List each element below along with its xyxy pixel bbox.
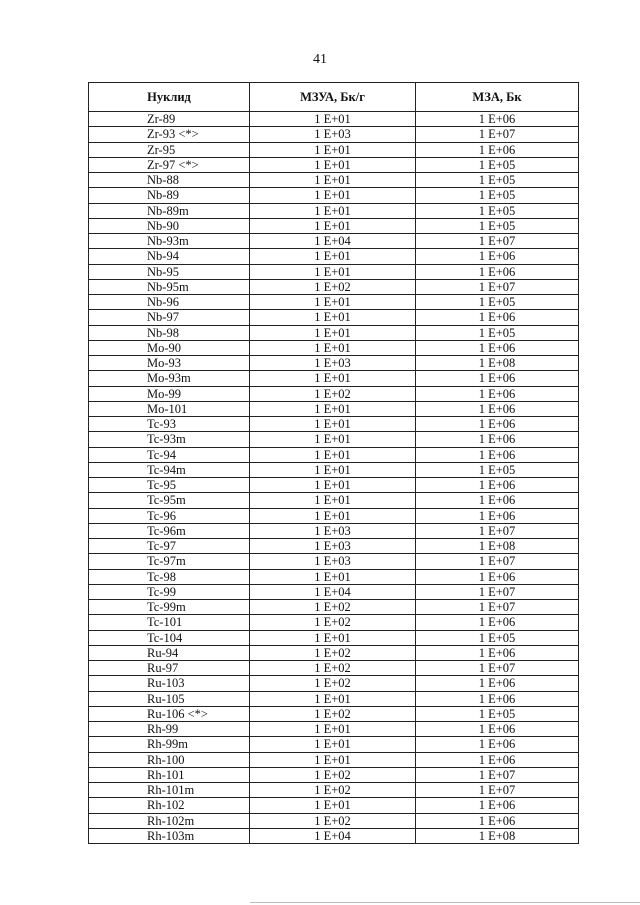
cell-nuclide: Ru-106 <*>	[89, 706, 250, 721]
cell-mza: 1 E+06	[416, 493, 579, 508]
cell-nuclide: Tc-104	[89, 630, 250, 645]
cell-mzua: 1 E+01	[250, 249, 416, 264]
cell-mzua: 1 E+01	[250, 508, 416, 523]
cell-mza: 1 E+06	[416, 249, 579, 264]
cell-mzua: 1 E+01	[250, 401, 416, 416]
table-row	[89, 645, 579, 660]
table-row	[89, 615, 579, 630]
cell-mzua: 1 E+01	[250, 447, 416, 462]
cell-mza: 1 E+06	[416, 447, 579, 462]
table-row	[89, 584, 579, 599]
cell-mza: 1 E+06	[416, 432, 579, 447]
cell-mzua: 1 E+01	[250, 737, 416, 752]
table-row	[89, 828, 579, 843]
cell-mzua: 1 E+01	[250, 142, 416, 157]
cell-mza: 1 E+06	[416, 142, 579, 157]
cell-nuclide: Rh-99m	[89, 737, 250, 752]
cell-nuclide: Rh-101m	[89, 783, 250, 798]
cell-mzua: 1 E+03	[250, 356, 416, 371]
table-row	[89, 142, 579, 157]
cell-nuclide: Tc-97	[89, 539, 250, 554]
cell-nuclide: Rh-100	[89, 752, 250, 767]
cell-mza: 1 E+06	[416, 508, 579, 523]
cell-nuclide: Tc-99	[89, 584, 250, 599]
cell-mzua: 1 E+03	[250, 554, 416, 569]
cell-nuclide: Rh-102m	[89, 813, 250, 828]
table-row	[89, 295, 579, 310]
cell-mza: 1 E+07	[416, 600, 579, 615]
table-row	[89, 523, 579, 538]
cell-mzua: 1 E+04	[250, 828, 416, 843]
cell-mza: 1 E+06	[416, 401, 579, 416]
cell-nuclide: Nb-94	[89, 249, 250, 264]
table-row	[89, 203, 579, 218]
cell-mza: 1 E+06	[416, 722, 579, 737]
table-row	[89, 386, 579, 401]
cell-nuclide: Nb-96	[89, 295, 250, 310]
cell-mzua: 1 E+02	[250, 767, 416, 782]
cell-mza: 1 E+06	[416, 112, 579, 127]
cell-mzua: 1 E+02	[250, 645, 416, 660]
table-row	[89, 722, 579, 737]
cell-mza: 1 E+07	[416, 523, 579, 538]
cell-nuclide: Rh-103m	[89, 828, 250, 843]
table-row	[89, 432, 579, 447]
table-row	[89, 752, 579, 767]
cell-mza: 1 E+05	[416, 706, 579, 721]
table-row	[89, 691, 579, 706]
page-number: 41	[313, 52, 327, 67]
table-row	[89, 127, 579, 142]
cell-nuclide: Rh-101	[89, 767, 250, 782]
cell-nuclide: Mo-99	[89, 386, 250, 401]
cell-mza: 1 E+05	[416, 325, 579, 340]
cell-mzua: 1 E+02	[250, 706, 416, 721]
cell-mzua: 1 E+03	[250, 127, 416, 142]
cell-nuclide: Tc-96	[89, 508, 250, 523]
cell-mza: 1 E+05	[416, 218, 579, 233]
cell-mzua: 1 E+01	[250, 569, 416, 584]
cell-mza: 1 E+05	[416, 462, 579, 477]
cell-mza: 1 E+07	[416, 783, 579, 798]
cell-mzua: 1 E+01	[250, 493, 416, 508]
cell-mzua: 1 E+01	[250, 218, 416, 233]
cell-mzua: 1 E+01	[250, 310, 416, 325]
table-row	[89, 157, 579, 172]
cell-mzua: 1 E+01	[250, 798, 416, 813]
cell-mza: 1 E+06	[416, 417, 579, 432]
cell-mzua: 1 E+01	[250, 630, 416, 645]
cell-mzua: 1 E+01	[250, 752, 416, 767]
cell-mza: 1 E+06	[416, 813, 579, 828]
cell-nuclide: Mo-93	[89, 356, 250, 371]
cell-mza: 1 E+05	[416, 295, 579, 310]
cell-mza: 1 E+07	[416, 234, 579, 249]
header-activity: МЗА, Бк	[416, 83, 579, 112]
cell-mza: 1 E+05	[416, 188, 579, 203]
table-row	[89, 569, 579, 584]
cell-mza: 1 E+06	[416, 569, 579, 584]
table-row	[89, 783, 579, 798]
cell-mzua: 1 E+01	[250, 325, 416, 340]
cell-mza: 1 E+08	[416, 828, 579, 843]
cell-mza: 1 E+07	[416, 554, 579, 569]
table-row	[89, 539, 579, 554]
cell-nuclide: Tc-101	[89, 615, 250, 630]
cell-mzua: 1 E+01	[250, 432, 416, 447]
table-row	[89, 493, 579, 508]
cell-mzua: 1 E+02	[250, 279, 416, 294]
cell-mza: 1 E+05	[416, 203, 579, 218]
cell-nuclide: Tc-95m	[89, 493, 250, 508]
cell-nuclide: Nb-88	[89, 173, 250, 188]
cell-mza: 1 E+05	[416, 157, 579, 172]
cell-mzua: 1 E+04	[250, 584, 416, 599]
table-row	[89, 661, 579, 676]
table-row	[89, 325, 579, 340]
cell-nuclide: Rh-99	[89, 722, 250, 737]
table-row	[89, 462, 579, 477]
table-row	[89, 706, 579, 721]
table-row	[89, 234, 579, 249]
cell-mzua: 1 E+01	[250, 478, 416, 493]
cell-mzua: 1 E+02	[250, 676, 416, 691]
cell-nuclide: Nb-95	[89, 264, 250, 279]
table-row	[89, 264, 579, 279]
cell-nuclide: Tc-99m	[89, 600, 250, 615]
cell-mza: 1 E+08	[416, 356, 579, 371]
table-row	[89, 798, 579, 813]
cell-mza: 1 E+07	[416, 767, 579, 782]
table-row	[89, 630, 579, 645]
cell-mzua: 1 E+01	[250, 188, 416, 203]
cell-nuclide: Nb-97	[89, 310, 250, 325]
cell-nuclide: Mo-101	[89, 401, 250, 416]
table-row	[89, 401, 579, 416]
table-row	[89, 310, 579, 325]
cell-mzua: 1 E+02	[250, 813, 416, 828]
cell-mza: 1 E+06	[416, 798, 579, 813]
cell-nuclide: Zr-93 <*>	[89, 127, 250, 142]
cell-mzua: 1 E+01	[250, 203, 416, 218]
cell-nuclide: Tc-98	[89, 569, 250, 584]
table-row	[89, 554, 579, 569]
cell-mza: 1 E+06	[416, 386, 579, 401]
cell-mza: 1 E+06	[416, 264, 579, 279]
cell-mzua: 1 E+02	[250, 615, 416, 630]
cell-nuclide: Zr-97 <*>	[89, 157, 250, 172]
scan-edge-line	[250, 902, 640, 903]
cell-mza: 1 E+06	[416, 478, 579, 493]
table-row	[89, 600, 579, 615]
table-row	[89, 676, 579, 691]
cell-mzua: 1 E+01	[250, 157, 416, 172]
table-row	[89, 508, 579, 523]
cell-nuclide: Tc-94m	[89, 462, 250, 477]
cell-nuclide: Tc-93m	[89, 432, 250, 447]
cell-mzua: 1 E+01	[250, 340, 416, 355]
cell-mzua: 1 E+03	[250, 523, 416, 538]
header-nuclide: Нуклид	[89, 83, 250, 112]
cell-mzua: 1 E+01	[250, 417, 416, 432]
cell-nuclide: Nb-98	[89, 325, 250, 340]
cell-nuclide: Ru-103	[89, 676, 250, 691]
cell-mzua: 1 E+03	[250, 539, 416, 554]
table-row	[89, 767, 579, 782]
cell-mzua: 1 E+02	[250, 783, 416, 798]
header-specific-activity: МЗУА, Бк/г	[250, 83, 416, 112]
cell-nuclide: Nb-93m	[89, 234, 250, 249]
cell-mzua: 1 E+04	[250, 234, 416, 249]
cell-mza: 1 E+07	[416, 279, 579, 294]
cell-nuclide: Mo-90	[89, 340, 250, 355]
cell-mzua: 1 E+01	[250, 264, 416, 279]
cell-mza: 1 E+07	[416, 127, 579, 142]
cell-nuclide: Tc-95	[89, 478, 250, 493]
cell-nuclide: Nb-89m	[89, 203, 250, 218]
cell-mza: 1 E+05	[416, 630, 579, 645]
cell-mzua: 1 E+02	[250, 661, 416, 676]
cell-mzua: 1 E+01	[250, 691, 416, 706]
table-row	[89, 813, 579, 828]
table-row	[89, 249, 579, 264]
cell-nuclide: Zr-95	[89, 142, 250, 157]
cell-nuclide: Rh-102	[89, 798, 250, 813]
cell-mza: 1 E+06	[416, 676, 579, 691]
cell-mza: 1 E+06	[416, 737, 579, 752]
cell-nuclide: Tc-94	[89, 447, 250, 462]
cell-mza: 1 E+06	[416, 371, 579, 386]
table-row	[89, 218, 579, 233]
cell-mzua: 1 E+01	[250, 295, 416, 310]
cell-mzua: 1 E+01	[250, 722, 416, 737]
cell-mza: 1 E+06	[416, 310, 579, 325]
nuclide-table	[88, 82, 579, 844]
table-row	[89, 447, 579, 462]
table-header-row	[89, 83, 579, 112]
table-row	[89, 188, 579, 203]
table-row	[89, 737, 579, 752]
cell-nuclide: Nb-90	[89, 218, 250, 233]
table-row	[89, 340, 579, 355]
cell-mzua: 1 E+02	[250, 386, 416, 401]
cell-mzua: 1 E+01	[250, 112, 416, 127]
table-row	[89, 279, 579, 294]
cell-nuclide: Mo-93m	[89, 371, 250, 386]
cell-mza: 1 E+06	[416, 645, 579, 660]
cell-mzua: 1 E+01	[250, 173, 416, 188]
cell-nuclide: Ru-105	[89, 691, 250, 706]
table-row	[89, 478, 579, 493]
table-row	[89, 371, 579, 386]
cell-nuclide: Tc-96m	[89, 523, 250, 538]
cell-mza: 1 E+05	[416, 173, 579, 188]
cell-mza: 1 E+06	[416, 691, 579, 706]
cell-mza: 1 E+06	[416, 615, 579, 630]
cell-nuclide: Tc-93	[89, 417, 250, 432]
table-row	[89, 112, 579, 127]
cell-mzua: 1 E+01	[250, 462, 416, 477]
cell-mza: 1 E+06	[416, 752, 579, 767]
table-row	[89, 417, 579, 432]
table-row	[89, 356, 579, 371]
cell-mzua: 1 E+01	[250, 371, 416, 386]
cell-nuclide: Zr-89	[89, 112, 250, 127]
cell-mzua: 1 E+02	[250, 600, 416, 615]
cell-mza: 1 E+07	[416, 661, 579, 676]
cell-nuclide: Nb-89	[89, 188, 250, 203]
cell-mza: 1 E+06	[416, 340, 579, 355]
cell-mza: 1 E+08	[416, 539, 579, 554]
cell-nuclide: Nb-95m	[89, 279, 250, 294]
cell-nuclide: Tc-97m	[89, 554, 250, 569]
table-row	[89, 173, 579, 188]
cell-nuclide: Ru-94	[89, 645, 250, 660]
cell-nuclide: Ru-97	[89, 661, 250, 676]
cell-mza: 1 E+07	[416, 584, 579, 599]
